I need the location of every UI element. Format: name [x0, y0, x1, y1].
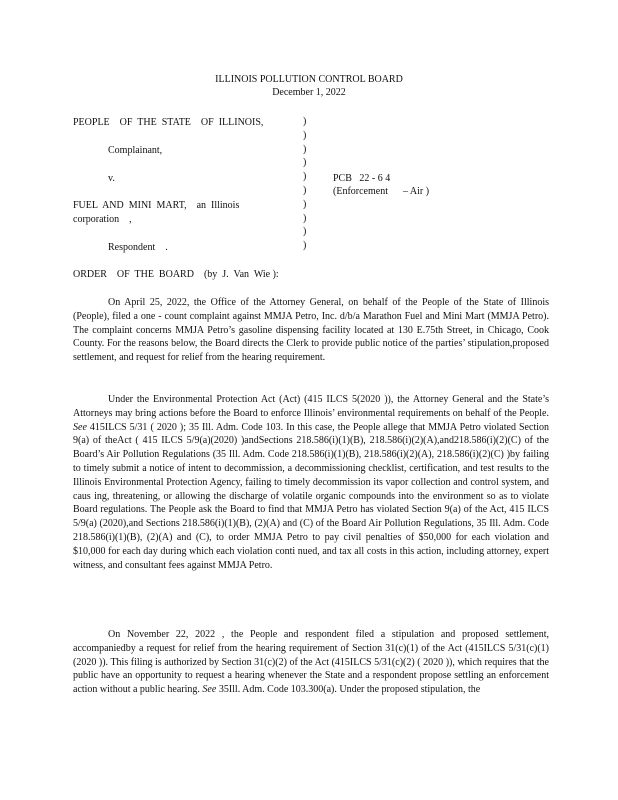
- paragraph-1-text: On April 25, 2022, the Office of the Attorney General, on behalf of the People of the State of Illinois (People), filed a one - count complaint against MMJA Petro, Inc. d/b/a Marathon Fuel and Mini Mart (MMJA Petro). The complaint concerns MMJA Petro’s gasoline dispensing facility located at 130 E.75th Street, in Chicago, Cook County. For the reasons below, the Board directs the Clerk to provide public notice of the parties’ stipulation,proposed settlement, and request for relief from the hearing requirement.: [73, 297, 549, 364]
- order-heading: ORDER OF THE BOARD (by J. Van Wie ):: [73, 269, 279, 280]
- paragraph-2-text: Under the Environmental Protection Act (Act) (415 ILCS 5(2020 )), the Attorney General and the State’s Attorneys may bring actions before the Board to enforce Illinois’ environmental requirements on behalf of the People.: [73, 394, 549, 419]
- plaintiff-name: PEOPLE OF THE STATE OF ILLINOIS,: [73, 117, 264, 128]
- respondent-role: Respondent .: [108, 242, 168, 253]
- see-citation-signal: See: [73, 421, 87, 433]
- caption-parentheses: ) ) ) ) ) ) ) ) ) ): [303, 116, 307, 252]
- paragraph-3: [73, 628, 549, 697]
- case-type: (Enforcement – Air ): [333, 186, 430, 197]
- see-citation-signal: See: [202, 684, 217, 696]
- agency-title: ILLINOIS POLLUTION CONTROL BOARD: [215, 74, 403, 85]
- respondent-name: FUEL AND MINI MART, an Illinois: [73, 200, 240, 211]
- paragraph-1: [73, 296, 549, 365]
- case-number: PCB 22 - 6 4: [333, 173, 391, 184]
- paragraph-2: [73, 393, 549, 572]
- order-date: December 1, 2022: [272, 87, 346, 98]
- paragraph-2-text-cont: 415ILCS 5/31 ( 2020 ); 35 Ill. Adm. Code 103. In this case, the People allege that MMJA Petro violated Section 9(a) of theAct ( 415 ILCS 5/9(a)(2020) )andSections 218.586(i)(1)(B), 218.586(i)(2)(A),and218.586(i)(2)(C) of the Board’s Air Pollution Regulations (35 Ill. Adm. Code 218.586(i)(1)(B), 218.586(i)(2)(A), 218.586(i)(2)(C) )by failing to timely submit a notice of intent to decommission, a decommissioning checklist, certification, and test results to the Illinois Environmental Protection Agency, failing to timely decommission its vapor collection and control system, and caus ing, threatening, or allowing the discharge of volatile organic compounds into the environment so as to violate Board regulations. The People ask the Board to find that MMJA Petro has violated Section 9(a) of the Act, 415 ILCS 5/9(a) (2020),and Sections 218.586(i)(1)(B), (2)(A) and (C) of the Board Air Pollution Regulations, 35 Ill. Adm. Code 218.586(i)(1)(B), (2)(A) and (C), to order MMJA Petro to pay civil penalties of $50,000 for each violation and $10,000 for each day during which each violation conti nued, and tax all costs in this action, including attorney, expert witness, and consultant fees against MMJA Petro.: [73, 421, 549, 571]
- versus-label: v.: [108, 173, 115, 184]
- paragraph-3-text-cont: 35Ill. Adm. Code 103.300(a). Under the proposed stipulation, the: [216, 684, 481, 696]
- respondent-name-cont: corporation ,: [73, 214, 132, 225]
- plaintiff-role: Complainant,: [108, 145, 163, 156]
- paragraph-3-text: On November 22, 2022 , the People and respondent filed a stipulation and proposed settlement, accompaniedby a request for relief from the hearing requirement of Section 31(c)(1) of the Act (415ILCS 5/31(c)(1) (2020 )). This filing is authorized by Section 31(c)(2) of the Act (415ILCS 5/31(c)(2) ( 2020 )), which requires that the public have an opportunity to request a hearing whenever the State and a respondent propose settling an enforcement action without a public hearing.: [73, 629, 549, 696]
